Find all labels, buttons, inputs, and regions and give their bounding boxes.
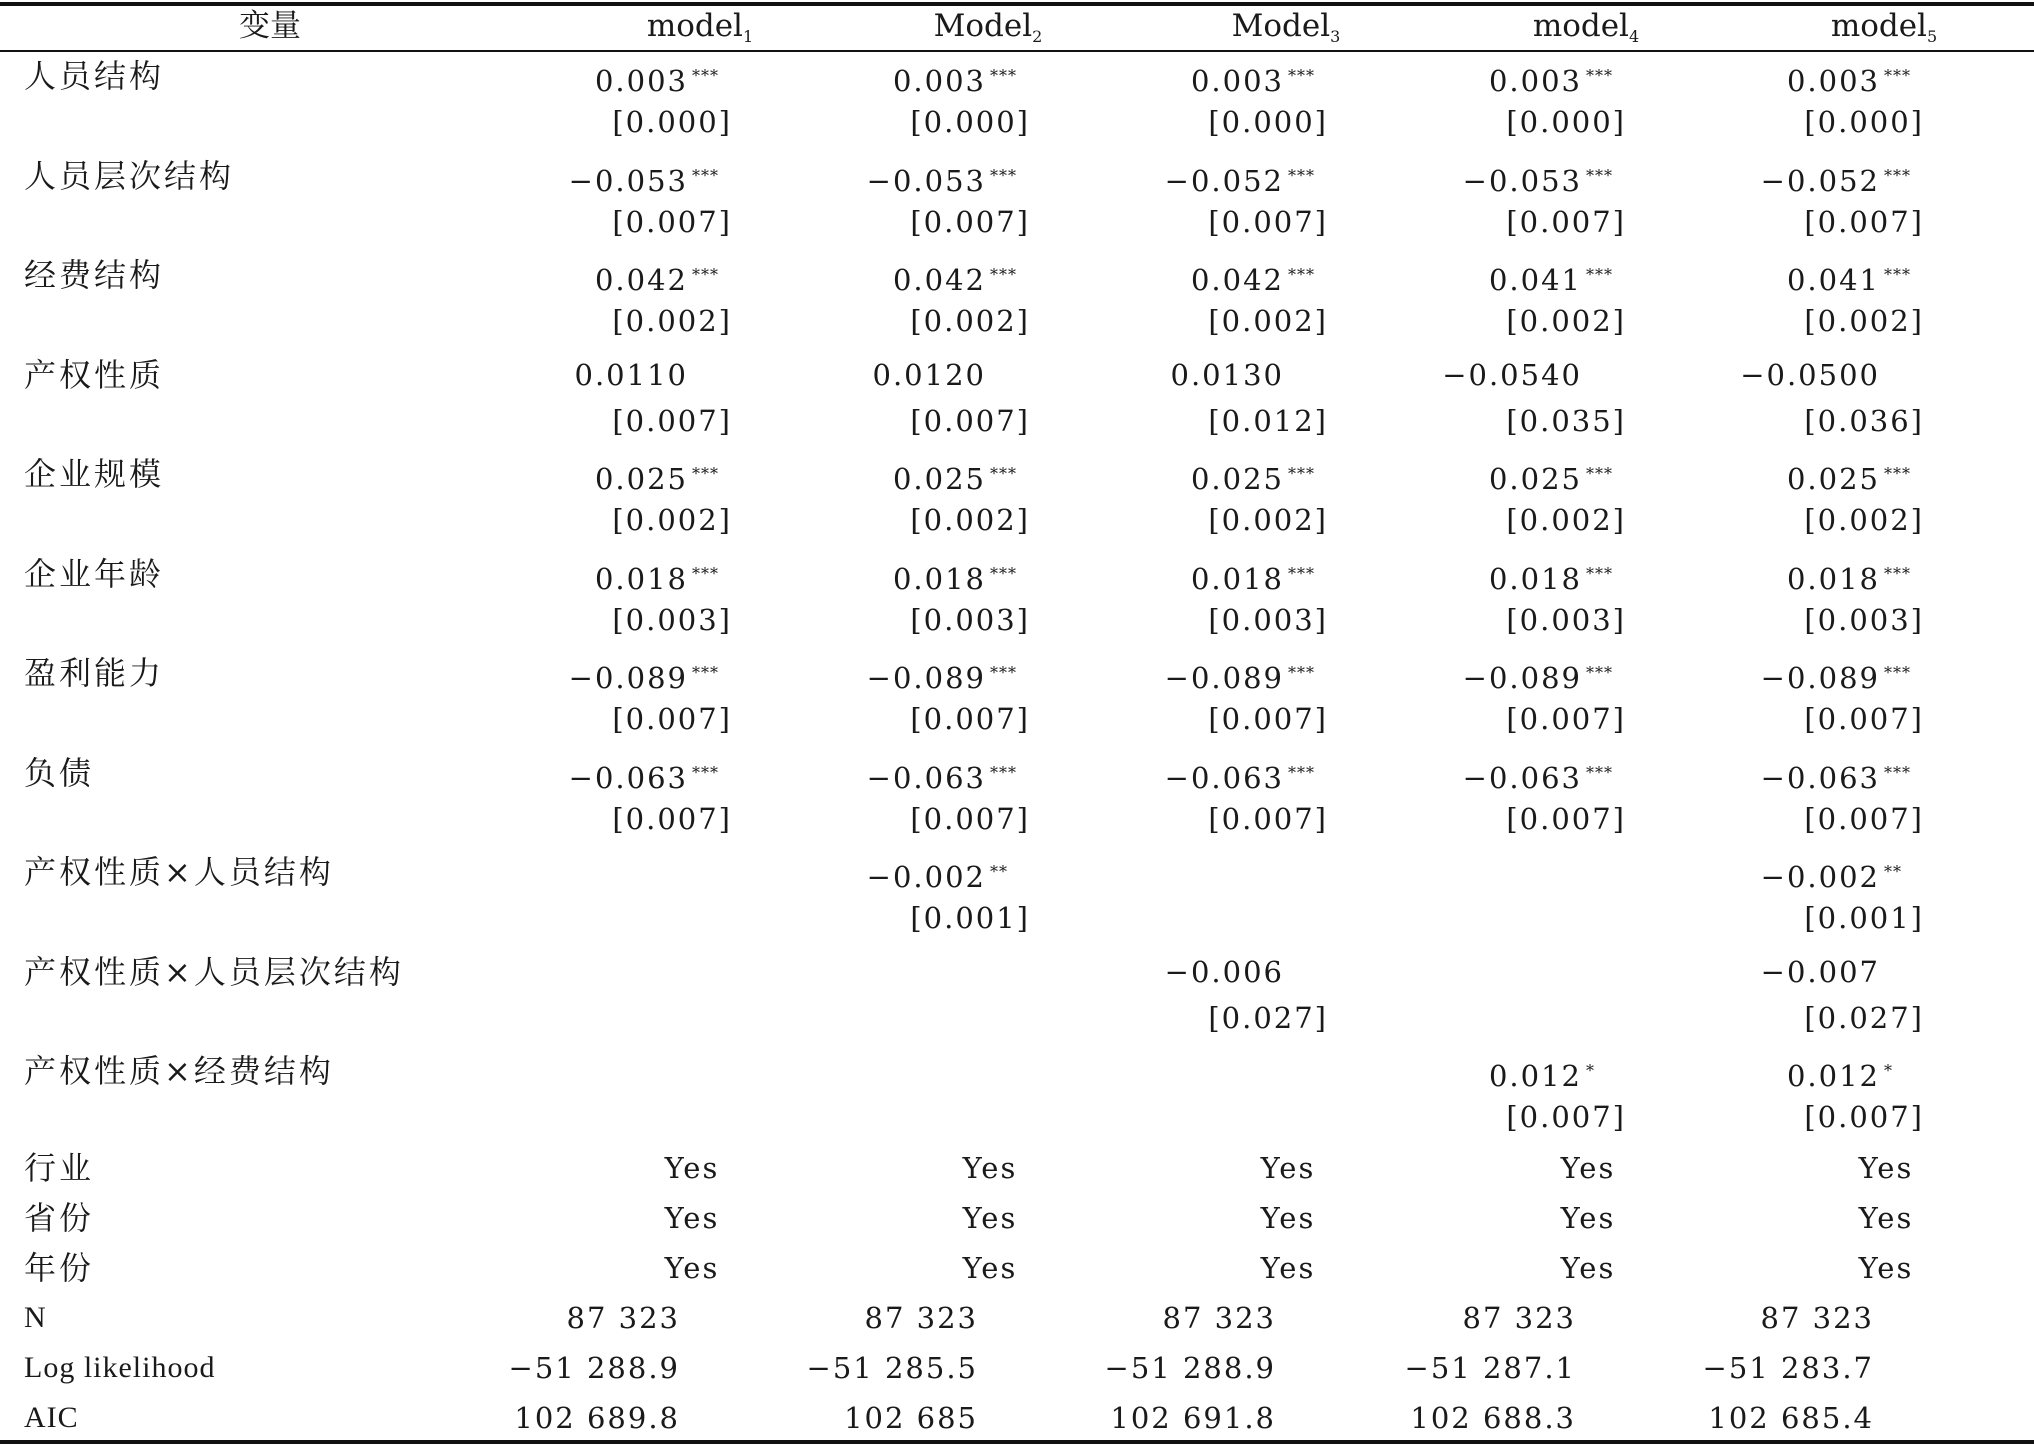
coef-value — [1489, 1051, 1622, 1091]
standard-error: [0.036] — [1804, 403, 1924, 438]
header-model-2-sub: 2 — [1032, 27, 1043, 46]
coef-number: 0.025 — [1488, 462, 1582, 496]
row-label: 经费结构 — [24, 256, 165, 294]
significance-stars: * — [1884, 1061, 1893, 1080]
coef-value — [1165, 156, 1324, 196]
coef-value — [1761, 852, 1920, 892]
coef-number: 0.018 — [1190, 561, 1284, 596]
stat-label: AIC — [24, 1400, 79, 1434]
standard-error: [0.007] — [612, 204, 732, 239]
standard-error: [0.007] — [1804, 702, 1924, 736]
row-label: 盈利能力 — [24, 654, 165, 692]
significance-stars: *** — [1884, 265, 1911, 284]
coef-value — [1463, 653, 1622, 693]
coef-number: 0.042 — [892, 263, 986, 297]
significance-stars: *** — [1288, 165, 1315, 185]
stat-value: 87 323 — [864, 1301, 978, 1335]
standard-error: [0.002] — [910, 304, 1030, 338]
coef-value — [873, 355, 1026, 395]
significance-stars: *** — [990, 563, 1017, 583]
stat-value: 102 691.8 — [1110, 1400, 1276, 1435]
coef-value — [893, 454, 1026, 494]
coef-value — [1489, 255, 1622, 295]
standard-error: [0.007] — [1506, 702, 1626, 736]
standard-error: [0.002] — [1506, 503, 1626, 537]
row-label: 人员层次结构 — [24, 156, 235, 195]
standard-error: [0.007] — [1804, 204, 1924, 239]
significance-stars: *** — [1884, 663, 1911, 682]
control-value: Yes — [664, 1250, 720, 1285]
standard-error: [0.001] — [910, 901, 1030, 935]
coef-number: −0.002 — [866, 860, 986, 894]
header-model-5-sub: 5 — [1926, 27, 1938, 46]
row-label: 人员结构 — [24, 57, 165, 95]
standard-error: [0.000] — [612, 105, 732, 139]
control-value: Yes — [664, 1200, 720, 1235]
standard-error: [0.035] — [1506, 403, 1626, 438]
stat-value: −51 288.9 — [1104, 1350, 1276, 1385]
coef-number: 0.025 — [1786, 462, 1880, 496]
control-value: Yes — [1260, 1151, 1316, 1185]
standard-error: [0.003] — [1804, 602, 1924, 637]
standard-error: [0.000] — [910, 105, 1030, 139]
significance-stars: *** — [692, 563, 719, 583]
standard-error: [0.007] — [1804, 1100, 1924, 1134]
header-model-5-name: model — [1830, 8, 1927, 44]
significance-stars: *** — [990, 265, 1017, 284]
header-variable: 变量 — [239, 8, 301, 44]
significance-stars: *** — [1586, 66, 1613, 85]
coef-number: 0.003 — [1488, 64, 1582, 98]
coef-value — [1165, 952, 1324, 992]
coef-number: 0.025 — [1190, 462, 1284, 496]
significance-stars: * — [1586, 1061, 1595, 1080]
coef-number: −0.007 — [1760, 954, 1880, 989]
coef-value — [1489, 554, 1622, 594]
header-model-1-sub: 1 — [742, 27, 754, 46]
control-value: Yes — [1560, 1151, 1616, 1185]
coef-value — [1761, 653, 1920, 693]
significance-stars: *** — [692, 762, 719, 782]
significance-stars: *** — [1884, 66, 1911, 85]
coef-value — [1787, 454, 1920, 494]
significance-stars: *** — [1884, 762, 1911, 782]
coef-value — [1787, 554, 1920, 594]
coef-number: −0.0500 — [1740, 357, 1880, 392]
coef-value — [893, 255, 1026, 295]
header-model-2-name: Model — [933, 8, 1033, 44]
stat-value: −51 285.5 — [806, 1350, 978, 1385]
coef-number: 0.018 — [892, 561, 986, 596]
coef-value — [1165, 653, 1324, 693]
standard-error: [0.007] — [612, 403, 732, 438]
coef-value — [1740, 355, 1920, 395]
coef-number: −0.063 — [866, 760, 986, 795]
coef-number: 0.003 — [594, 64, 688, 98]
header-model-5 — [1784, 4, 1984, 48]
coef-number: 0.025 — [594, 462, 688, 496]
coef-value — [569, 653, 728, 693]
coef-number: −0.089 — [1760, 661, 1880, 695]
standard-error: [0.007] — [1208, 204, 1328, 239]
control-value: Yes — [664, 1151, 720, 1185]
standard-error: [0.002] — [612, 304, 732, 338]
standard-error: [0.002] — [1804, 503, 1924, 537]
coef-value — [867, 653, 1026, 693]
header-model-4 — [1486, 4, 1686, 48]
coef-number: 0.025 — [892, 462, 986, 496]
standard-error: [0.002] — [910, 503, 1030, 537]
significance-stars: *** — [1288, 563, 1315, 583]
coef-number: −0.063 — [568, 760, 688, 795]
control-value: Yes — [962, 1200, 1018, 1235]
coef-number: −0.0540 — [1442, 357, 1582, 392]
coef-number: 0.0110 — [574, 357, 688, 392]
stat-value: 102 689.8 — [514, 1400, 680, 1435]
coef-number: −0.053 — [866, 163, 986, 198]
coef-value — [595, 56, 728, 96]
standard-error: [0.007] — [1208, 702, 1328, 736]
coef-value — [595, 554, 728, 594]
coef-number: −0.063 — [1760, 760, 1880, 795]
significance-stars: *** — [990, 663, 1017, 682]
coef-number: 0.041 — [1786, 263, 1880, 297]
standard-error: [0.003] — [1208, 602, 1328, 637]
header-model-4-sub: 4 — [1628, 27, 1640, 46]
row-label: 企业规模 — [24, 455, 165, 493]
coef-value — [1191, 255, 1324, 295]
coef-value — [867, 753, 1026, 793]
coef-number: 0.0120 — [872, 357, 986, 392]
coef-number: 0.003 — [1190, 64, 1284, 98]
control-value: Yes — [1858, 1151, 1914, 1185]
significance-stars: *** — [990, 464, 1017, 483]
significance-stars: *** — [1884, 563, 1911, 583]
control-value: Yes — [1560, 1250, 1616, 1285]
header-model-3-sub: 3 — [1330, 27, 1341, 46]
significance-stars: *** — [990, 165, 1017, 185]
coef-number: −0.053 — [1462, 163, 1582, 198]
standard-error: [0.003] — [1506, 602, 1626, 637]
standard-error: [0.007] — [910, 204, 1030, 239]
standard-error: [0.007] — [1506, 204, 1626, 239]
standard-error: [0.007] — [1208, 801, 1328, 836]
standard-error: [0.002] — [1804, 304, 1924, 338]
standard-error: [0.003] — [612, 602, 732, 637]
stat-value: 87 323 — [1462, 1301, 1576, 1335]
standard-error: [0.003] — [910, 602, 1030, 637]
stat-label: Log likelihood — [24, 1350, 216, 1384]
significance-stars: *** — [692, 165, 719, 185]
control-value: Yes — [962, 1151, 1018, 1185]
significance-stars: *** — [990, 762, 1017, 782]
coef-number: −0.006 — [1164, 954, 1284, 989]
coef-value — [1787, 56, 1920, 96]
standard-error: [0.002] — [1506, 304, 1626, 338]
standard-error: [0.002] — [612, 503, 732, 537]
row-label: 企业年龄 — [24, 554, 165, 593]
control-value: Yes — [1560, 1200, 1616, 1235]
standard-error: [0.007] — [1804, 801, 1924, 836]
standard-error: [0.000] — [1804, 105, 1924, 139]
coef-value — [867, 852, 1026, 892]
coef-number: 0.018 — [594, 561, 688, 596]
coef-value — [595, 454, 728, 494]
significance-stars: *** — [1586, 563, 1613, 583]
coef-value — [1165, 753, 1324, 793]
stat-value: 102 685.4 — [1708, 1400, 1874, 1435]
stat-value: 87 323 — [1162, 1301, 1276, 1335]
coef-number: 0.003 — [1786, 64, 1880, 98]
coef-number: 0.041 — [1488, 263, 1582, 297]
significance-stars: *** — [1288, 663, 1315, 682]
standard-error: [0.007] — [1506, 1100, 1626, 1134]
control-label: 行业 — [24, 1149, 95, 1187]
standard-error: [0.007] — [910, 702, 1030, 736]
header-model-3 — [1186, 4, 1386, 48]
coef-value — [1787, 255, 1920, 295]
standard-error: [0.007] — [612, 801, 732, 836]
standard-error: [0.002] — [1208, 304, 1328, 338]
coef-number: −0.052 — [1760, 163, 1880, 198]
coef-value — [1191, 454, 1324, 494]
control-label: 年份 — [24, 1248, 95, 1287]
coef-number: −0.053 — [568, 163, 688, 198]
coef-value — [569, 156, 728, 196]
significance-stars: *** — [692, 464, 719, 483]
control-value: Yes — [1858, 1250, 1914, 1285]
significance-stars: *** — [692, 265, 719, 284]
significance-stars: *** — [1586, 165, 1613, 185]
significance-stars: *** — [1288, 265, 1315, 284]
stat-value: 102 685 — [844, 1400, 978, 1435]
significance-stars: *** — [1586, 464, 1613, 483]
row-label: 负债 — [24, 753, 95, 792]
control-value: Yes — [1260, 1250, 1316, 1285]
significance-stars: *** — [1586, 265, 1613, 284]
stat-value: −51 283.7 — [1702, 1350, 1874, 1385]
header-model-1-name: model — [646, 8, 743, 44]
coef-number: 0.018 — [1786, 561, 1880, 596]
standard-error: [0.001] — [1804, 901, 1924, 935]
bottom-rule — [0, 1440, 2034, 1444]
coef-value — [1761, 156, 1920, 196]
header-rule — [0, 50, 2034, 52]
significance-stars: *** — [692, 66, 719, 85]
coef-value — [1442, 355, 1622, 395]
standard-error: [0.012] — [1208, 403, 1328, 438]
coef-number: 0.042 — [1190, 263, 1284, 297]
standard-error: [0.000] — [1506, 105, 1626, 139]
coef-value — [1463, 156, 1622, 196]
coef-number: −0.002 — [1760, 860, 1880, 894]
coef-value — [569, 753, 728, 793]
header-model-3-name: Model — [1231, 8, 1331, 44]
coef-number: 0.012 — [1786, 1059, 1880, 1093]
coef-value — [1191, 56, 1324, 96]
row-label: 产权性质×人员层次结构 — [24, 952, 404, 991]
control-value: Yes — [1260, 1200, 1316, 1235]
coef-number: 0.018 — [1488, 561, 1582, 596]
significance-stars: ** — [1884, 862, 1902, 881]
significance-stars: *** — [1586, 762, 1613, 782]
control-value: Yes — [1858, 1200, 1914, 1235]
standard-error: [0.007] — [910, 801, 1030, 836]
significance-stars: *** — [990, 66, 1017, 85]
row-label: 产权性质×经费结构 — [24, 1052, 334, 1090]
stat-label: N — [24, 1301, 47, 1334]
header-model-4-name: model — [1532, 8, 1629, 44]
coef-number: 0.003 — [892, 64, 986, 98]
coef-number: −0.089 — [568, 661, 688, 695]
stat-value: 87 323 — [1760, 1301, 1874, 1335]
standard-error: [0.007] — [1506, 801, 1626, 836]
coef-value — [1171, 355, 1324, 395]
header-model-1 — [600, 4, 800, 48]
significance-stars: *** — [1288, 66, 1315, 85]
significance-stars: *** — [1288, 464, 1315, 483]
stat-value: 102 688.3 — [1410, 1400, 1576, 1435]
row-label: 产权性质×人员结构 — [24, 853, 334, 891]
coef-value — [575, 355, 728, 395]
stat-value: 87 323 — [566, 1301, 680, 1335]
coef-number: 0.0130 — [1170, 357, 1284, 392]
coef-number: −0.089 — [1164, 661, 1284, 695]
coef-value — [1761, 753, 1920, 793]
significance-stars: *** — [1586, 663, 1613, 682]
coef-value — [867, 156, 1026, 196]
significance-stars: *** — [1884, 464, 1911, 483]
coef-value — [893, 554, 1026, 594]
coef-number: 0.012 — [1488, 1059, 1582, 1093]
stat-value: −51 287.1 — [1404, 1350, 1576, 1385]
coef-value — [595, 255, 728, 295]
stat-value: −51 288.9 — [508, 1350, 680, 1385]
significance-stars: *** — [1884, 165, 1911, 185]
coef-number: −0.063 — [1164, 760, 1284, 795]
coef-number: 0.042 — [594, 263, 688, 297]
row-label: 产权性质 — [24, 355, 165, 394]
coef-value — [893, 56, 1026, 96]
standard-error: [0.007] — [910, 403, 1030, 438]
coef-number: −0.063 — [1462, 760, 1582, 795]
coef-value — [1463, 753, 1622, 793]
significance-stars: *** — [692, 663, 719, 682]
coef-value — [1787, 1051, 1920, 1091]
standard-error: [0.002] — [1208, 503, 1328, 537]
coef-value — [1489, 56, 1622, 96]
coef-value — [1489, 454, 1622, 494]
standard-error: [0.027] — [1208, 1000, 1328, 1035]
standard-error: [0.000] — [1208, 105, 1328, 139]
coef-number: −0.052 — [1164, 163, 1284, 198]
standard-error: [0.027] — [1804, 1000, 1924, 1035]
control-value: Yes — [962, 1250, 1018, 1285]
standard-error: [0.007] — [612, 702, 732, 736]
coef-number: −0.089 — [1462, 661, 1582, 695]
control-label: 省份 — [24, 1198, 95, 1237]
significance-stars: *** — [1288, 762, 1315, 782]
significance-stars: ** — [990, 862, 1008, 881]
coef-value — [1191, 554, 1324, 594]
header-model-2 — [888, 4, 1088, 48]
coef-number: −0.089 — [866, 661, 986, 695]
coef-value — [1761, 952, 1920, 992]
